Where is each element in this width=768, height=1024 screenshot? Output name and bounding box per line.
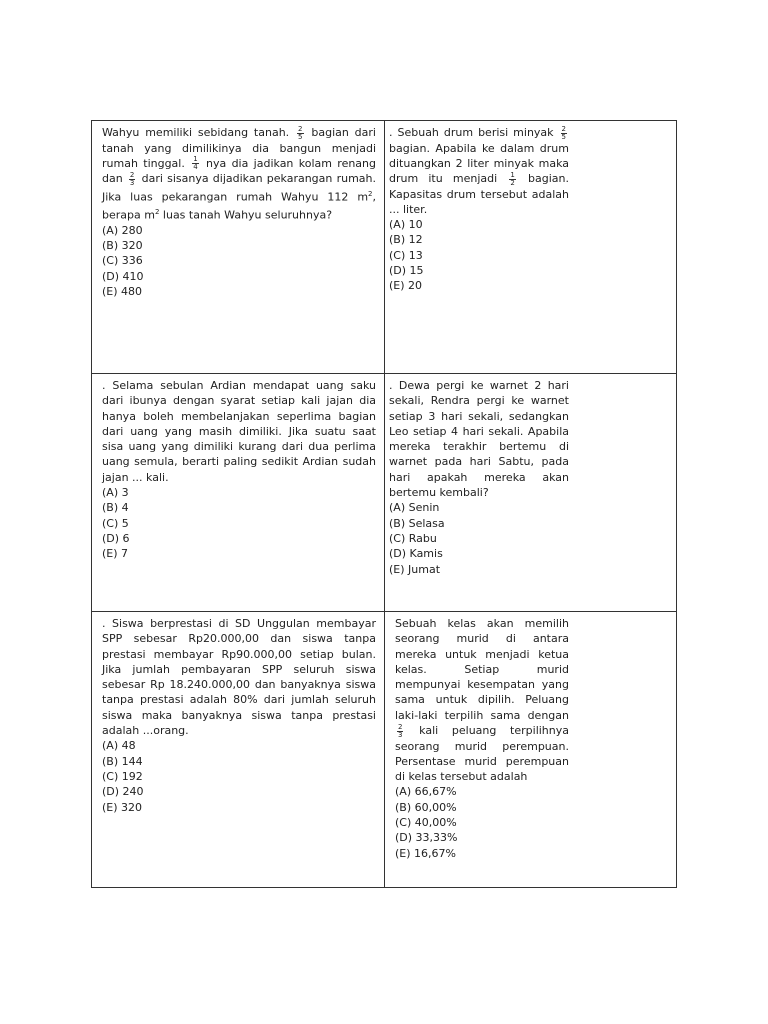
answer-option: (C) Rabu — [389, 531, 437, 545]
question-cell-5 — [92, 612, 384, 888]
answer-option: (B) 4 — [102, 501, 129, 515]
question-text-6: Sebuah kelas akan memilih seorang murid di antara mereka untuk menjadi ketua kelas. Setiap murid mempunyai kesempatan yang sama untuk dipilih. Peluang laki-laki terpilih sama dengan $\frac{2}{3}$ kali peluang terpilihnya seorang murid perempuan. Persentase murid perempuan di kelas tersebut adalah — [395, 617, 570, 784]
answer-option: (D) 33,33% — [395, 831, 458, 845]
question-text-2: . Sebuah drum berisi minyak $\frac{2}{5}$ bagian. Apabila ke dalam drum dituangkan 2 liter minyak maka drum itu menjadi $\frac{1}{2}$ bagian. Kapasitas drum tersebut adalah ... liter. — [389, 124, 570, 216]
answer-options-3 — [102, 485, 376, 561]
question-cell-3 — [92, 374, 384, 611]
question-text-5: . Siswa berprestasi di SD Unggulan membayar SPP sebesar Rp20.000,00 dan siswa tanpa prestasi membayar Rp90.000,00 setiap bulan. Jika jumlah pembayaran SPP seluruh siswa sebesar Rp 18.240.000,00 dan banyaknya siswa tanpa prestasi adalah 80% dari jumlah seluruh siswa maka banyaknya siswa tanpa prestasi adalah ...orang. — [102, 617, 376, 738]
fraction: $\frac{2}{5}$ — [298, 124, 303, 141]
answer-option: (E) 480 — [102, 284, 143, 298]
answer-option: (E) Jumat — [389, 562, 441, 576]
question-text-1: Wahyu memiliki sebidang tanah. $\frac{2}{5}$ bagian dari tanah yang dimilikinya dia bangun menjadi rumah tinggal. $\frac{1}{4}$ nya dia jadikan kolam renang dan $\frac{2}{3}$ dari sisanya dijadikan pekarangan rumah. Jika luas pekarangan rumah Wahyu 112 $m^2$, berapa $m^2$ luas tanah Wahyu seluruhnya? — [102, 124, 377, 222]
answer-option: (E) 16,67% — [395, 846, 456, 860]
fraction: $\frac{2}{3}$ — [129, 170, 135, 187]
question-cell-2 — [385, 121, 577, 373]
answer-option: (D) 6 — [102, 531, 130, 545]
answer-option: (E) 320 — [102, 800, 143, 814]
answer-option: (E) 20 — [389, 279, 423, 293]
answer-option: (D) 240 — [102, 785, 144, 799]
answer-option: (A) 280 — [102, 223, 143, 237]
answer-options-5 — [102, 738, 376, 814]
answer-option: (C) 336 — [102, 254, 143, 268]
answer-options-1 — [102, 223, 376, 299]
question-cell-4 — [385, 374, 577, 611]
question-text-4: . Dewa pergi ke warnet 2 hari sekali, Rendra pergi ke warnet setiap 3 hari sekali, sedangkan Leo setiap 4 hari sekali. Apabila mereka terakhir bertemu di warnet pada hari Sabtu, pada hari apakah mereka akan bertemu kembali? — [389, 379, 569, 500]
answer-option: (C) 40,00% — [395, 816, 457, 830]
answer-option: (B) 320 — [102, 239, 143, 252]
question-cell-1 — [92, 121, 384, 373]
answer-option: (E) 7 — [102, 547, 129, 561]
answer-option: (A) 3 — [102, 486, 129, 500]
answer-option: (D) 15 — [389, 264, 424, 278]
answer-option: (A) 10 — [389, 218, 423, 232]
answer-option: (C) 13 — [389, 248, 423, 262]
answer-options-4 — [389, 500, 569, 576]
answer-options-2 — [389, 217, 569, 293]
fraction: $\frac{1}{2}$ — [510, 170, 515, 187]
question-cell-6 — [385, 612, 577, 888]
question-table — [91, 120, 677, 888]
fraction: $\frac{2}{3}$ — [398, 722, 403, 739]
answer-option: (A) 48 — [102, 739, 136, 753]
answer-option: (B) 60,00% — [395, 800, 457, 814]
answer-option: (A) 66,67% — [395, 785, 457, 799]
answer-options-6 — [395, 784, 569, 860]
answer-option: (D) Kamis — [389, 547, 443, 561]
answer-option: (D) 410 — [102, 269, 144, 283]
answer-option: (B) 144 — [102, 754, 143, 768]
answer-option: (C) 5 — [102, 516, 129, 530]
answer-option: (B) Selasa — [389, 516, 445, 530]
answer-option: (A) Senin — [389, 501, 440, 515]
answer-option: (C) 192 — [102, 769, 143, 783]
fraction: $\frac{2}{5}$ — [561, 124, 567, 141]
fraction: $\frac{1}{4}$ — [193, 155, 198, 172]
answer-option: (B) 12 — [389, 233, 423, 247]
question-text-3: . Selama sebulan Ardian mendapat uang saku dari ibunya dengan syarat setiap kali jajan dia hanya boleh membelanjakan seperlima bagian dari uang yang masih dimiliki. Jika suatu saat sisa uang yang dimiliki kurang dari dua perlima uang semula, berarti paling sedikit Ardian sudah jajan ... kali. — [102, 379, 376, 484]
